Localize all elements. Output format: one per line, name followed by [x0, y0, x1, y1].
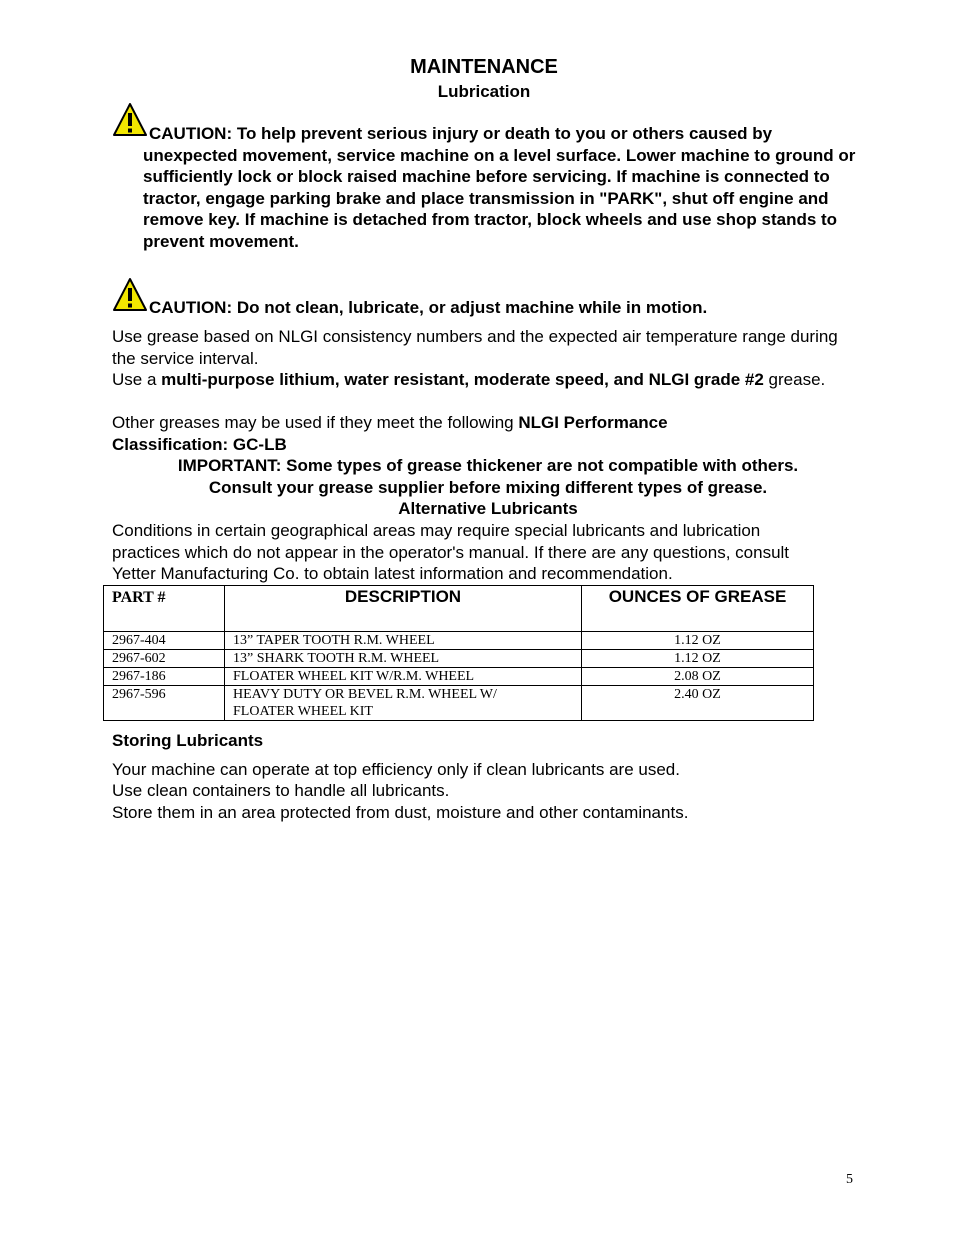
grease-type-paragraph: [112, 369, 860, 391]
column-header-ounces: OUNCES OF GREASE: [582, 586, 814, 632]
important-notice-line-2: Consult your grease supplier before mixing different types of grease.: [208, 478, 768, 497]
column-header-description: DESCRIPTION: [225, 586, 582, 632]
table-row: [104, 650, 814, 668]
part-number-cell: 2967-186: [104, 668, 225, 686]
grease-intro-paragraph: Use grease based on NLGI consistency numbers and the expected air temperature range during the service interval.: [112, 327, 838, 368]
table-row: [104, 668, 814, 686]
description-cell: FLOATER WHEEL KIT W/R.M. WHEEL: [225, 668, 582, 686]
column-header-part: PART #: [104, 586, 225, 632]
storing-line-2: Use clean containers to handle all lubricants.: [112, 781, 450, 800]
page-number: 5: [846, 1172, 853, 1187]
caution-text-motion: CAUTION: Do not clean, lubricate, or adjust machine while in motion.: [149, 298, 708, 317]
grease-type-suffix: grease.: [763, 370, 826, 389]
alternative-lubricants-heading: Alternative Lubricants: [398, 499, 578, 518]
description-cell: HEAVY DUTY OR BEVEL R.M. WHEEL W/ FLOATER WHEEL KIT: [225, 686, 582, 721]
table-row: [104, 686, 814, 721]
warning-triangle-icon: [112, 277, 148, 313]
page-subtitle: Lubrication: [437, 82, 531, 101]
storing-line-3: Store them in an area protected from dust, moisture and other contaminants.: [112, 803, 689, 822]
description-cell: 13” TAPER TOOTH R.M. WHEEL: [225, 632, 582, 650]
part-number-cell: 2967-602: [104, 650, 225, 668]
table-row: [104, 632, 814, 650]
grease-type-prefix: Use a: [112, 370, 162, 389]
storing-lubricants-heading: Storing Lubricants: [112, 731, 264, 750]
page-title: MAINTENANCE: [410, 56, 558, 78]
table-header-row: [104, 586, 814, 632]
ounces-cell: 2.08 OZ: [582, 668, 814, 686]
ounces-cell: 2.40 OZ: [582, 686, 814, 721]
grease-table: [103, 585, 814, 721]
important-notice-line-1: IMPORTANT: Some types of grease thickener are not compatible with others.: [177, 456, 799, 475]
nlgi-classification: NLGI Performance Classification: GC-LB: [112, 413, 668, 454]
grease-type-spec: multi-purpose lithium, water resistant, moderate speed, and NLGI grade #2: [161, 370, 764, 389]
other-greases-paragraph: [112, 412, 752, 455]
alternative-lubricants-paragraph: Conditions in certain geographical areas may require special lubricants and lubrication practices which do not appear in the operator's manual. If there are any questions, consult Yetter Manufacturing Co. to obtain latest information and recommendation.: [112, 521, 790, 584]
storing-line-1: Your machine can operate at top efficiency only if clean lubricants are used.: [112, 760, 680, 779]
caution-text-servicing: CAUTION: To help prevent serious injury or death to you or others caused by unexpected movement, service machine on a level surface. Lower machine to ground or sufficiently lock or block raised machine before servicing. If machine is connected to tractor, engage parking brake and place transmission in "PARK", shut off engine and remove key. If machine is detached from tractor, block wheels and use shop stands to prevent movement.: [143, 124, 856, 251]
part-number-cell: 2967-404: [104, 632, 225, 650]
ounces-cell: 1.12 OZ: [582, 632, 814, 650]
other-greases-prefix: Other greases may be used if they meet the following: [112, 413, 519, 432]
part-number-cell: 2967-596: [104, 686, 225, 721]
ounces-cell: 1.12 OZ: [582, 650, 814, 668]
description-cell: 13” SHARK TOOTH R.M. WHEEL: [225, 650, 582, 668]
